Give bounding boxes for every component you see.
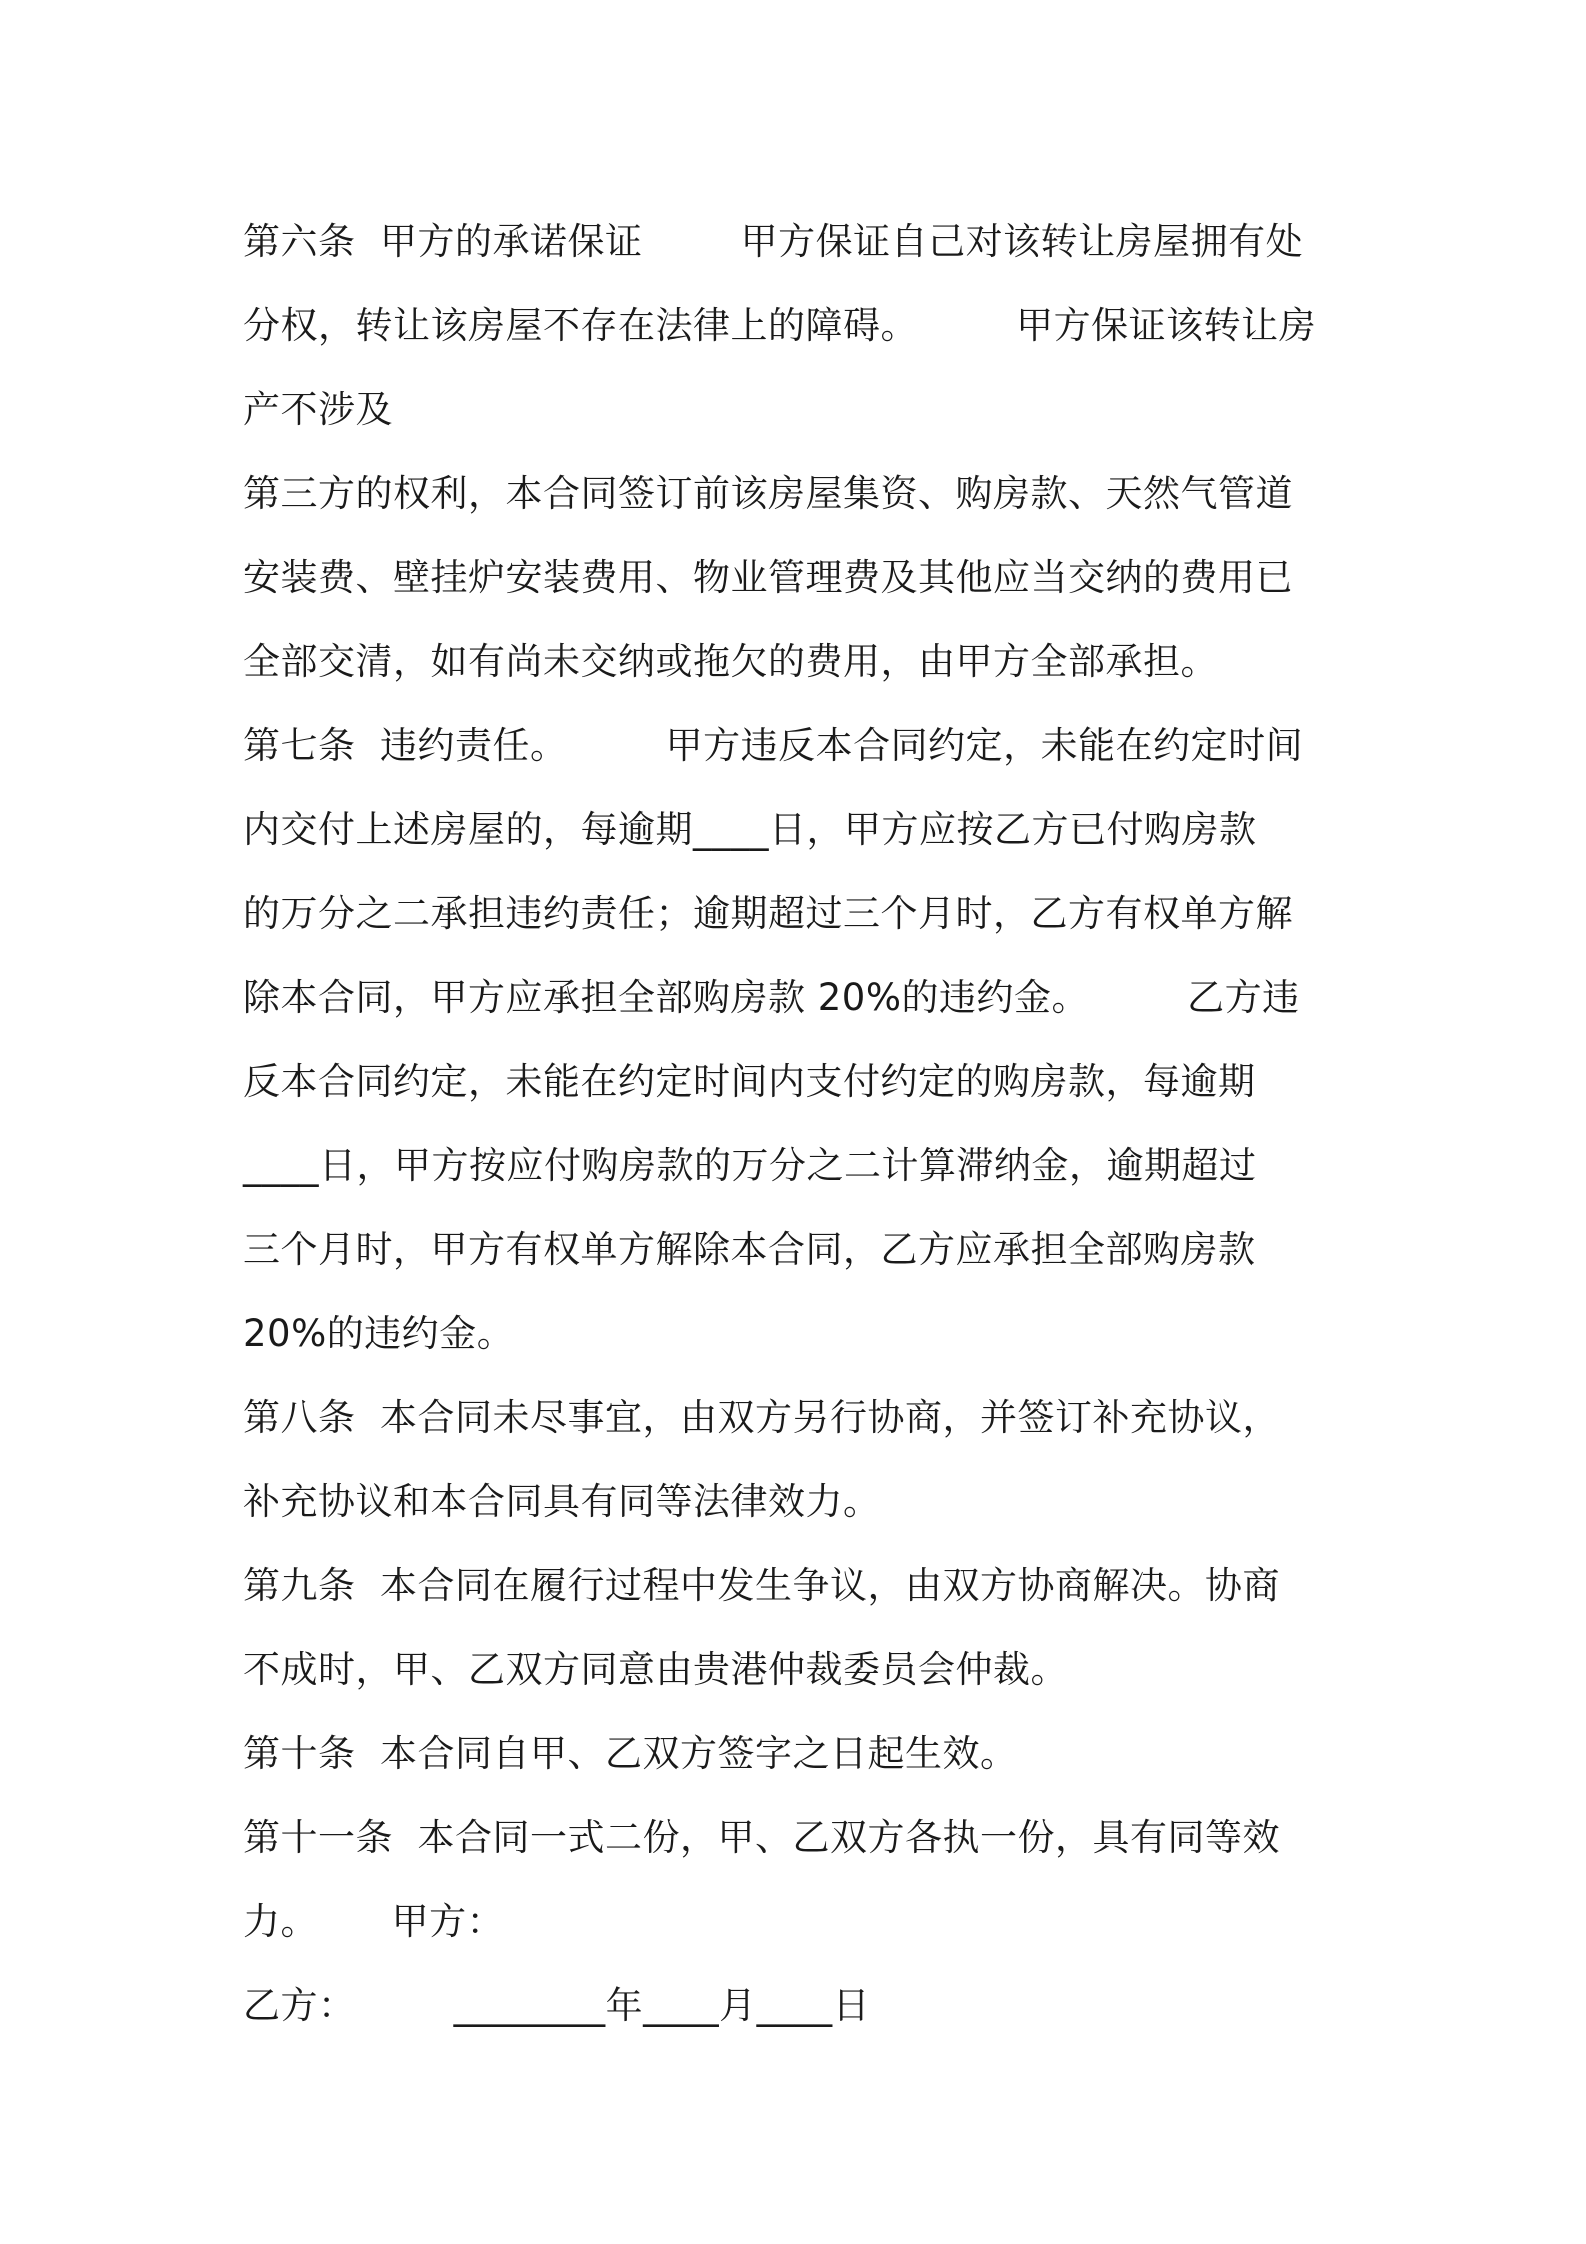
contract-body bbox=[243, 200, 1353, 2048]
text-line: 不成时，甲、乙双方同意由贵港仲裁委员会仲裁。 bbox=[243, 1648, 1068, 1691]
text-line: 力。 甲方： bbox=[243, 1900, 505, 1943]
text-line: 第十一条 本合同一式二份，甲、乙双方各执一份，具有同等效 bbox=[243, 1816, 1281, 1859]
text-line: 内交付上述房屋的，每逾期____日，甲方应按乙方已付购房款 bbox=[243, 808, 1257, 851]
text-line: 补充协议和本合同具有同等法律效力。 bbox=[243, 1480, 881, 1523]
text-line: ____日，甲方按应付购房款的万分之二计算滞纳金，逾期超过 bbox=[243, 1144, 1257, 1187]
text-line: 安装费、壁挂炉安装费用、物业管理费及其他应当交纳的费用已 bbox=[243, 556, 1293, 599]
text-line: 第九条 本合同在履行过程中发生争议，由双方协商解决。协商 bbox=[243, 1564, 1281, 1607]
text-line: 分权，转让该房屋不存在法律上的障碍。 甲方保证该转让房 bbox=[243, 304, 1317, 347]
text-line: 除本合同，甲方应承担全部购房款 20%的违约金。 乙方违 bbox=[243, 976, 1300, 1019]
text-line: 全部交清，如有尚未交纳或拖欠的费用，由甲方全部承担。 bbox=[243, 640, 1218, 683]
text-line: 的万分之二承担违约责任；逾期超过三个月时，乙方有权单方解 bbox=[243, 892, 1293, 935]
text-line: 20%的违约金。 bbox=[243, 1312, 515, 1355]
text-line: 三个月时，甲方有权单方解除本合同，乙方应承担全部购房款 bbox=[243, 1228, 1256, 1271]
text-line: 反本合同约定，未能在约定时间内支付约定的购房款，每逾期 bbox=[243, 1060, 1256, 1103]
text-line: 第三方的权利，本合同签订前该房屋集资、购房款、天然气管道 bbox=[243, 472, 1293, 515]
text-line: 第十条 本合同自甲、乙双方签字之日起生效。 bbox=[243, 1732, 1018, 1775]
text-line: 第七条 违约责任。 甲方违反本合同约定，未能在约定时间 bbox=[243, 724, 1304, 767]
text-line: 乙方： ________年____月____日 bbox=[243, 1984, 871, 2027]
text-line: 第八条 本合同未尽事宜，由双方另行协商，并签订补充协议， bbox=[243, 1396, 1281, 1439]
text-line: 产不涉及 bbox=[243, 388, 393, 431]
text-line: 第六条 甲方的承诺保证 甲方保证自己对该转让房屋拥有处 bbox=[243, 220, 1304, 263]
